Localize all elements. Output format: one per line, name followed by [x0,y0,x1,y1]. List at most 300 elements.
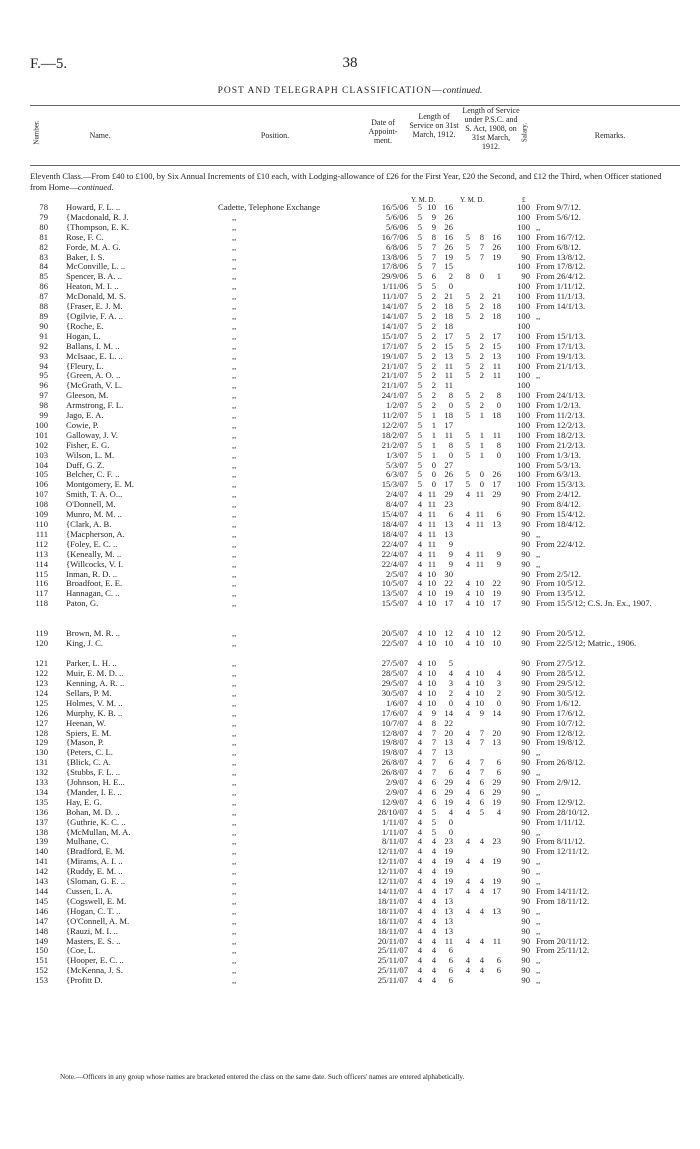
row-psc-months: 2 [479,340,484,351]
row-number: 149 [35,935,48,946]
row-date: 15/3/07 [381,479,408,490]
table-row [0,965,700,975]
row-remarks: From 19/1/13. [536,350,586,361]
row-months: 1 [431,410,436,421]
row-months: 5 [431,826,436,837]
table-row [0,489,700,499]
row-name: McDonald, M. S. [66,291,126,302]
row-months: 4 [431,925,436,936]
row-years: 5 [417,370,422,381]
row-years: 4 [417,796,422,807]
row-psc-months: 4 [479,856,484,867]
row-months: 10 [427,568,436,579]
row-months: 2 [431,291,436,302]
row-psc-years: 5 [465,350,470,361]
row-name: Spencer, B. A. .. [66,271,122,282]
table-row [0,301,700,311]
row-date: 26/8/07 [381,767,408,778]
row-number: 78 [39,202,48,212]
row-psc-years: 4 [465,796,470,807]
row-days: 18 [444,301,453,312]
class-line-text: Eleventh Class.—From £40 to £100, by Six Annual Increments of £10 each, with Lodging-allowance of £26 for the First Year, £20 the Second, and £12 the Third, when Officer stationed from Home— [30,171,662,192]
row-months: 11 [427,558,436,569]
row-years: 5 [417,360,422,371]
row-name: {Stubbs, F. L. .. [66,767,121,778]
row-remarks: From 20/11/12. [536,935,590,946]
row-psc-years: 8 [465,271,470,282]
row-remarks: From 15/5/12; C.S. Jn. Ex., 1907. [536,598,652,609]
row-position: ,, [232,816,237,827]
row-number: 79 [39,211,48,222]
row-position: ,, [232,727,237,738]
row-psc-days: 11 [492,429,501,440]
row-psc-years: 5 [465,410,470,421]
row-years: 5 [417,301,422,312]
row-salary: 90 [521,677,530,688]
staff-table-body [0,202,700,985]
table-row [0,856,700,866]
row-number: 103 [35,449,48,460]
row-days: 13 [444,915,453,926]
row-years: 5 [417,390,422,401]
row-psc-months: 10 [475,677,484,688]
row-psc-years: 4 [465,519,470,529]
row-number: 102 [35,439,48,450]
row-psc-days: 0 [496,400,501,411]
row-number: 96 [39,380,48,391]
row-date: 2/9/07 [386,786,408,797]
row-months: 6 [431,786,436,797]
row-years: 4 [417,786,422,797]
row-name: Galloway, J. V. [66,429,118,440]
row-psc-months: 11 [475,489,484,500]
title-text: POST AND TELEGRAPH CLASSIFICATION— [217,86,443,96]
page-title [0,86,700,96]
row-months: 1 [431,419,436,430]
row-date: 26/8/07 [381,757,408,768]
row-position: ,, [232,717,237,728]
row-years: 5 [417,231,422,242]
table-row [0,390,700,400]
row-position: ,, [232,876,237,887]
row-number: 115 [35,568,48,579]
row-position: ,, [232,975,237,986]
row-psc-months: 5 [479,806,484,817]
row-months: 4 [431,965,436,976]
row-date: 27/5/07 [381,658,408,669]
row-months: 10 [427,677,436,688]
row-psc-months: 10 [475,598,484,609]
row-psc-days: 6 [496,757,501,768]
row-position: ,, [232,707,237,718]
row-name: Cussen, L. A. [66,886,113,896]
row-days: 9 [448,538,453,549]
row-remarks: From 1/3/13. [536,449,581,460]
row-years: 4 [417,638,422,649]
row-name: {Mason, P. [66,737,104,748]
row-remarks: From 14/1/13. [536,301,586,312]
row-psc-months: 1 [479,449,484,460]
row-salary: 90 [521,886,530,896]
row-days: 17 [444,419,453,430]
row-years: 4 [417,866,422,877]
row-date: 21/1/07 [381,370,408,381]
row-psc-years: 4 [465,965,470,976]
row-years: 5 [417,400,422,411]
row-salary: 90 [521,816,530,827]
table-row [0,252,700,262]
row-psc-days: 20 [492,727,501,738]
row-remarks: From 18/11/12. [536,895,590,906]
row-months: 10 [427,578,436,589]
row-remarks: From 24/1/13. [536,390,586,401]
row-years: 5 [417,350,422,361]
row-position: ,, [232,310,237,321]
row-psc-months: 7 [479,757,484,768]
row-years: 5 [417,281,422,292]
row-months: 10 [427,628,436,639]
row-months: 7 [431,747,436,758]
row-number: 153 [35,975,48,986]
row-months: 1 [431,449,436,460]
row-years: 5 [417,419,422,430]
row-days: 6 [448,955,453,966]
row-months: 4 [431,935,436,946]
row-months: 11 [427,548,436,559]
row-position: ,, [232,251,237,262]
row-psc-years: 4 [465,548,470,559]
row-months: 0 [431,479,436,490]
page-number: 38 [342,55,358,71]
row-remarks: From 13/5/12. [536,588,586,599]
row-position: ,, [232,777,237,788]
row-remarks: From 11/2/13. [536,410,585,421]
row-salary: 100 [517,400,530,411]
row-name: Bohan, M. D. .. [66,806,120,817]
row-salary: 90 [521,925,530,936]
table-row [0,698,700,708]
row-remarks: From 30/5/12. [536,687,586,698]
row-remarks: ,, [536,548,541,559]
row-psc-days: 17 [492,598,501,609]
row-salary: 100 [517,320,530,331]
row-name: Sellars, P. M. [66,687,112,698]
row-months: 5 [431,281,436,292]
row-date: 28/5/07 [381,668,408,679]
row-years: 4 [417,568,422,579]
row-position: ,, [232,449,237,460]
table-row [0,767,700,777]
row-psc-days: 9 [496,548,501,559]
row-psc-years: 5 [465,291,470,302]
row-psc-years: 5 [465,469,470,480]
row-position: ,, [232,588,237,599]
table-row [0,836,700,846]
row-name: Wilson, L. M. [66,449,115,460]
row-months: 7 [431,727,436,738]
row-date: 5/6/06 [386,211,408,222]
row-days: 0 [448,816,453,827]
row-days: 26 [444,211,453,222]
row-psc-years: 5 [465,340,470,351]
row-remarks: ,, [536,558,541,569]
row-salary: 100 [517,330,530,341]
row-years: 4 [417,777,422,788]
row-number: 143 [35,876,48,887]
row-days: 0 [448,449,453,460]
row-days: 6 [448,965,453,976]
row-years: 4 [417,886,422,896]
row-months: 7 [431,757,436,768]
row-years: 4 [417,717,422,728]
row-date: 19/1/07 [381,350,408,361]
row-number: 144 [35,886,48,896]
row-number: 131 [35,757,48,768]
row-months: 11 [427,519,436,529]
row-months: 10 [427,598,436,609]
row-name: {Bradford, E. M. [66,846,125,857]
row-psc-months: 7 [479,737,484,748]
row-psc-months: 2 [479,400,484,411]
row-months: 2 [431,390,436,401]
row-salary: 90 [521,826,530,837]
row-psc-days: 19 [492,856,501,867]
row-position: ,, [232,687,237,698]
row-remarks: From 16/7/12. [536,231,586,242]
row-psc-years: 4 [465,806,470,817]
row-days: 6 [448,757,453,768]
row-psc-days: 6 [496,767,501,778]
row-years: 4 [417,499,422,510]
row-name: McConville, L. .. [66,261,126,272]
row-remarks: ,, [536,767,541,778]
row-psc-days: 0 [496,697,501,708]
row-psc-years: 5 [465,241,470,252]
row-name: Mulhane, C. [66,836,109,847]
row-number: 85 [39,271,48,282]
row-remarks: From 28/5/12. [536,668,586,679]
table-row [0,916,700,926]
row-psc-years: 5 [465,439,470,450]
row-remarks: From 6/3/13. [536,469,581,480]
row-number: 86 [39,281,48,292]
row-salary: 90 [521,568,530,579]
row-months: 11 [427,528,436,539]
row-months: 4 [431,876,436,887]
row-psc-days: 17 [492,479,501,490]
row-years: 4 [417,826,422,837]
row-psc-days: 6 [496,955,501,966]
row-days: 19 [444,846,453,857]
row-psc-months: 10 [475,687,484,698]
row-days: 15 [444,261,453,272]
table-row [0,370,700,380]
row-position: ,, [232,846,237,857]
row-years: 4 [417,935,422,946]
row-number: 125 [35,697,48,708]
row-salary: 100 [517,390,530,401]
row-remarks: From 17/1/13. [536,340,586,351]
row-days: 26 [444,221,453,232]
row-days: 12 [444,628,453,639]
row-position: ,, [232,965,237,976]
row-salary: 100 [517,350,530,361]
row-days: 27 [444,459,453,470]
row-months: 4 [431,866,436,877]
row-position: ,, [232,866,237,877]
row-date: 12/9/07 [381,796,408,807]
row-psc-days: 4 [496,668,501,679]
row-remarks: From 26/8/12. [536,757,586,768]
row-salary: 90 [521,955,530,966]
row-months: 4 [431,895,436,906]
row-months: 10 [427,638,436,649]
row-position: ,, [232,658,237,669]
row-months: 7 [431,251,436,262]
row-name: {Fraser, E. J. M. [66,301,123,312]
table-row [0,281,700,291]
row-position: ,, [232,568,237,579]
row-years: 4 [417,945,422,956]
table-row [0,688,700,698]
row-years: 5 [417,320,422,331]
table-row [0,718,700,728]
row-position: ,, [232,340,237,351]
table-row [0,261,700,271]
row-name: {McKenna, J. S. [66,965,123,976]
row-psc-months: 0 [479,271,484,282]
row-psc-months: 10 [475,588,484,599]
table-row [0,747,700,757]
row-remarks: From 19/8/12. [536,737,586,748]
row-position: ,, [232,350,237,361]
row-date: 15/5/07 [381,598,408,609]
row-months: 4 [431,836,436,847]
row-date: 28/10/07 [377,806,408,817]
table-row [0,578,700,588]
row-number: 100 [35,419,48,430]
row-position: ,, [232,439,237,450]
row-remarks: From 12/8/12. [536,727,586,738]
row-years: 5 [417,459,422,470]
row-number: 107 [35,489,48,500]
row-name: Gleeson, M. [66,390,109,401]
row-name: Cowie, P. [66,419,99,430]
row-number: 129 [35,737,48,748]
row-psc-days: 16 [492,231,501,242]
table-row [0,460,700,470]
table-row [0,400,700,410]
row-days: 8 [448,390,453,401]
row-salary: 90 [521,905,530,916]
row-number: 80 [39,221,48,232]
row-number: 82 [39,241,48,252]
row-months: 11 [427,509,436,520]
row-number: 92 [39,340,48,351]
row-salary: 90 [521,915,530,926]
row-psc-months: 10 [475,628,484,639]
row-psc-months: 2 [479,350,484,361]
row-position: ,, [232,826,237,837]
row-days: 9 [448,558,453,569]
row-days: 0 [448,826,453,837]
table-row [0,529,700,539]
row-days: 2 [448,271,453,282]
row-psc-days: 19 [492,251,501,262]
row-days: 5 [448,658,453,669]
row-years: 4 [417,668,422,679]
row-salary: 90 [521,271,530,282]
row-name: {Cogswell, E. M. [66,895,127,906]
row-position: ,, [232,915,237,926]
table-row [0,886,700,896]
header-number: Number. [32,120,41,145]
row-days: 17 [444,330,453,341]
row-years: 5 [417,380,422,391]
page-ref: F.—5. [30,56,68,72]
row-psc-years: 4 [465,677,470,688]
row-number: 87 [39,291,48,302]
row-remarks: From 2/4/12. [536,489,581,500]
row-days: 0 [448,697,453,708]
row-salary: 100 [517,429,530,440]
row-salary: 90 [521,975,530,986]
row-date: 22/4/07 [381,538,408,549]
row-date: 1/6/07 [386,697,408,708]
row-salary: 90 [521,548,530,559]
row-years: 4 [417,509,422,520]
row-psc-months: 8 [479,231,484,242]
row-name: {Foley, E. C. .. [66,538,118,549]
row-date: 16/7/06 [381,231,408,242]
row-years: 5 [417,241,422,252]
table-row [0,331,700,341]
row-number: 152 [35,965,48,976]
table-row [0,440,700,450]
row-date: 2/5/07 [386,568,408,579]
row-days: 14 [444,707,453,718]
row-remarks: ,, [536,786,541,797]
row-date: 19/8/07 [381,747,408,758]
row-remarks: From 18/4/12. [536,519,586,529]
table-row [0,212,700,222]
row-salary: 100 [517,449,530,460]
row-psc-months: 1 [479,439,484,450]
row-name: Jago, E. A. [66,410,104,421]
row-days: 30 [444,568,453,579]
row-remarks: From 21/1/13. [536,360,586,371]
row-years: 4 [417,876,422,887]
row-days: 18 [444,310,453,321]
row-position: ,, [232,509,237,520]
row-months: 6 [431,777,436,788]
row-months: 9 [431,211,436,222]
row-months: 4 [431,945,436,956]
table-row [0,975,700,985]
row-psc-days: 18 [492,301,501,312]
row-number: 133 [35,777,48,788]
row-psc-days: 11 [492,935,501,946]
row-months: 7 [431,767,436,778]
row-days: 16 [444,231,453,242]
row-days: 19 [444,876,453,887]
row-days: 11 [444,935,453,946]
row-years: 5 [417,221,422,232]
row-date: 12/2/07 [381,419,408,430]
row-salary: 90 [521,707,530,718]
row-salary: 100 [517,410,530,421]
row-months: 5 [431,816,436,827]
